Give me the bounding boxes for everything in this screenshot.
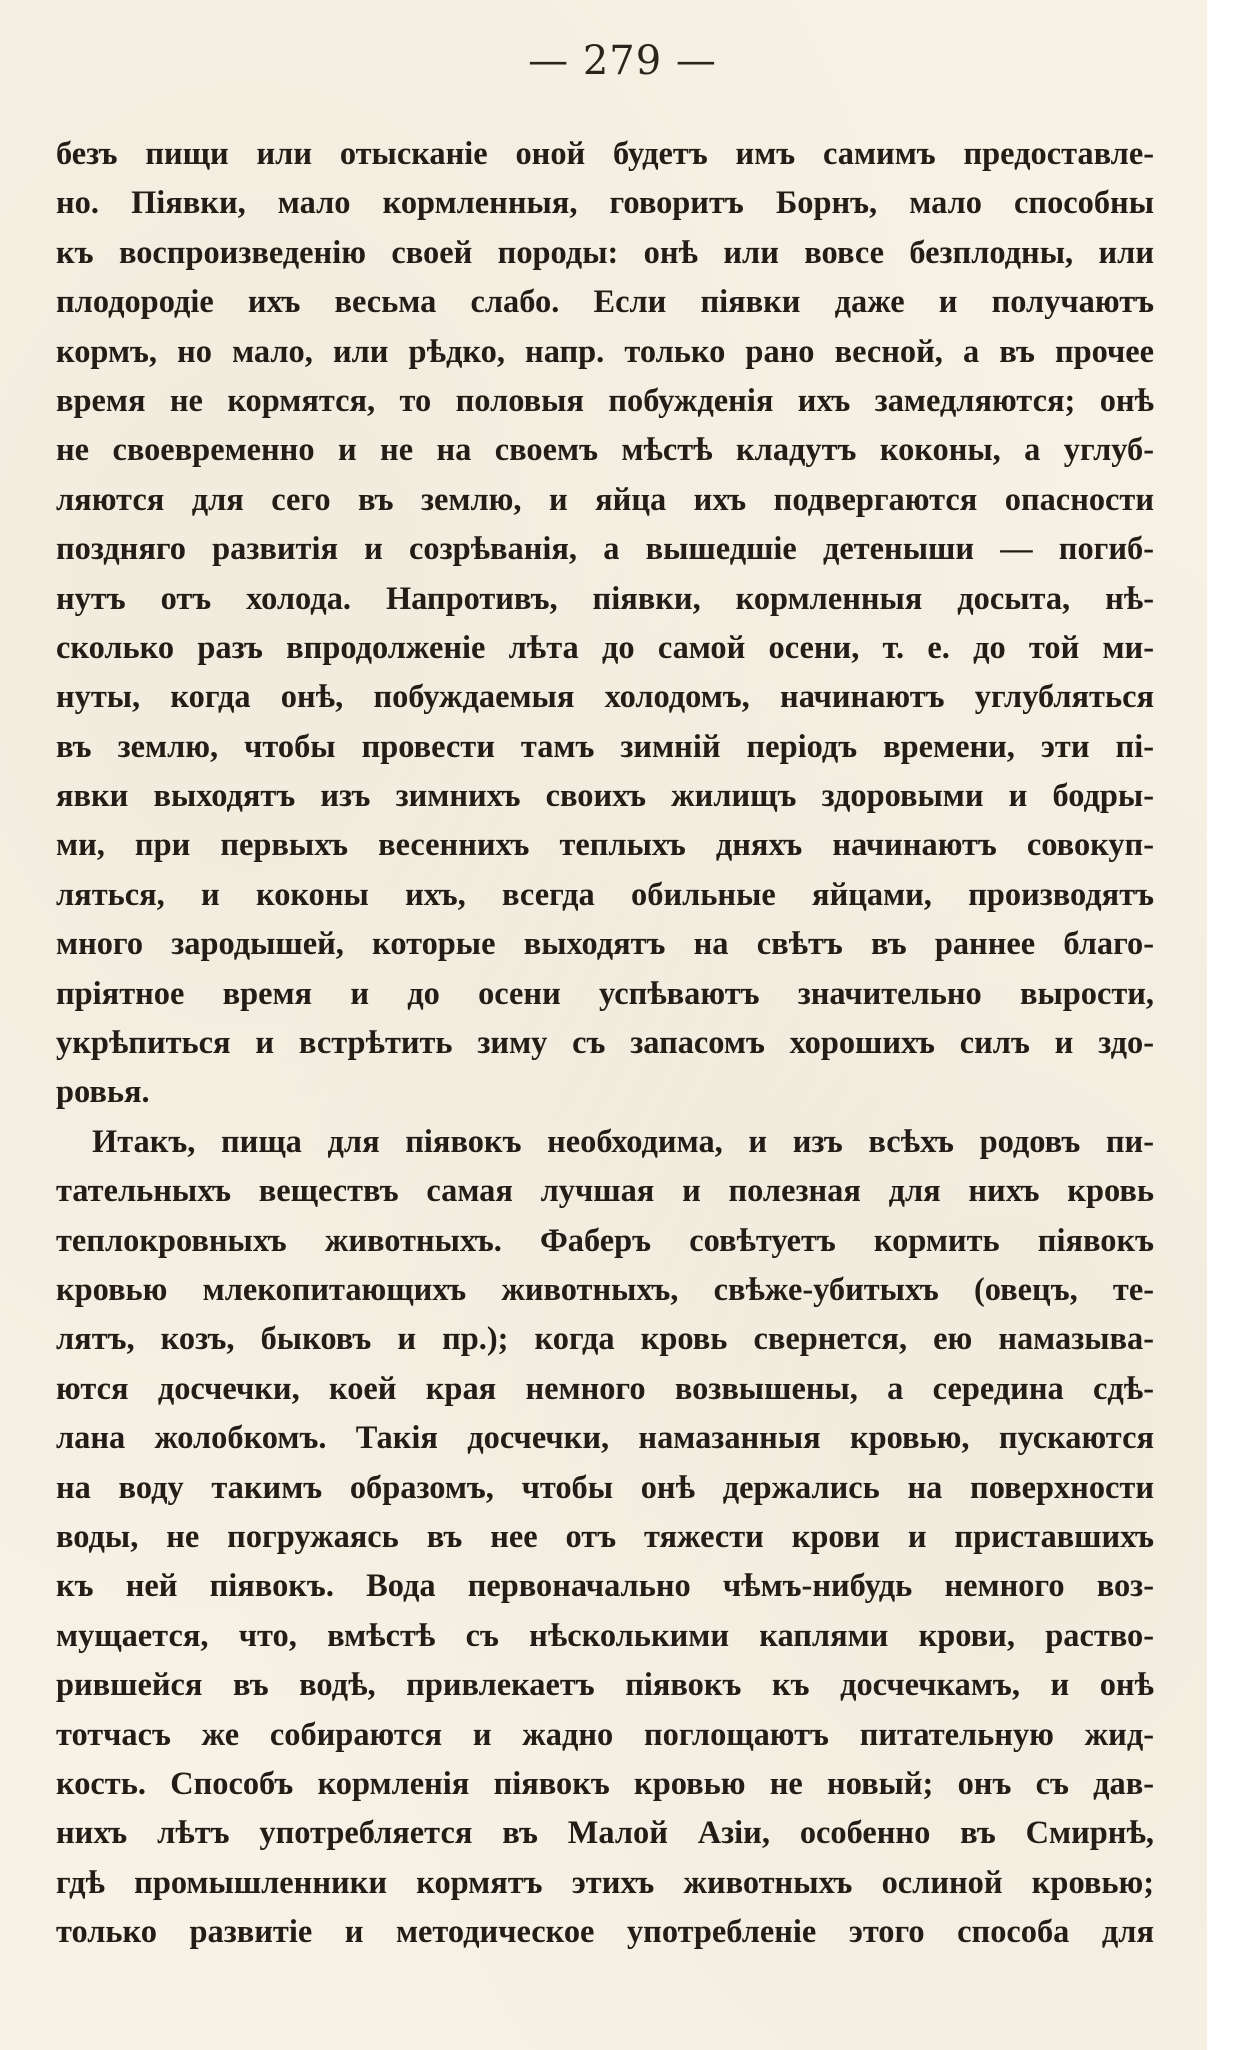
text-line: плодородіе ихъ весьма слабо. Если піявки даже и получаютъ bbox=[56, 284, 1154, 321]
text-line: ми, при первыхъ весеннихъ теплыхъ дняхъ начинаютъ совокуп- bbox=[56, 827, 1154, 864]
text-line: теплокровныхъ животныхъ. Фаберъ совѣтуетъ кормить піявокъ bbox=[56, 1222, 1154, 1259]
text-line: тотчасъ же собираются и жадно поглощаютъ питательную жид- bbox=[56, 1716, 1154, 1753]
text-line: нутъ отъ холода. Напротивъ, піявки, кормленныя досыта, нѣ- bbox=[56, 580, 1154, 617]
text-line: нихъ лѣтъ употребляется въ Малой Азіи, особенно въ Смирнѣ, bbox=[56, 1815, 1154, 1852]
text-line: поздняго развитія и созрѣванія, а вышедшіе детеныши — погиб- bbox=[56, 531, 1154, 568]
page-number: — 279 — bbox=[528, 38, 717, 84]
text-line: воды, не погружаясь въ нее отъ тяжести крови и приставшихъ bbox=[56, 1518, 1154, 1555]
text-line: нуты, когда онѣ, побуждаемыя холодомъ, начинаютъ углубляться bbox=[56, 679, 1154, 716]
body-text bbox=[56, 130, 1154, 1957]
text-line: на воду такимъ образомъ, чтобы онѣ держались на поверхности bbox=[56, 1469, 1154, 1506]
text-line: кормъ, но мало, или рѣдко, напр. только рано весной, а въ прочее bbox=[56, 333, 1154, 370]
text-line: безъ пищи или отысканіе оной будетъ имъ самимъ предоставле- bbox=[56, 136, 1154, 172]
text-line: укрѣпиться и встрѣтить зиму съ запасомъ хорошихъ силъ и здо- bbox=[56, 1025, 1154, 1062]
text-line: явки выходятъ изъ зимнихъ своихъ жилищъ здоровыми и бодры- bbox=[56, 778, 1154, 815]
text-line: не своевременно и не на своемъ мѣстѣ кладутъ коконы, а углуб- bbox=[56, 432, 1154, 469]
text-line: къ ней піявокъ. Вода первоначально чѣмъ-нибудь немного воз- bbox=[56, 1568, 1154, 1605]
text-line: лана жолобкомъ. Такія досчечки, намазанныя кровью, пускаются bbox=[56, 1420, 1154, 1457]
text-line: время не кормятся, то половыя побужденія ихъ замедляются; онѣ bbox=[56, 382, 1154, 419]
text-line: кость. Способъ кормленія піявокъ кровью не новый; онъ съ дав- bbox=[56, 1765, 1154, 1802]
text-line: мущается, что, вмѣстѣ съ нѣсколькими каплями крови, раство- bbox=[56, 1617, 1154, 1654]
text-line: ляться, и коконы ихъ, всегда обильные яйцами, производятъ bbox=[56, 876, 1154, 913]
text-line: сколько разъ впродолженіе лѣта до самой осени, т. е. до той ми- bbox=[56, 629, 1154, 666]
text-line: гдѣ промышленники кормятъ этихъ животныхъ ослиной кровью; bbox=[56, 1864, 1154, 1901]
text-line: пріятное время и до осени успѣваютъ значительно выроcти, bbox=[56, 975, 1154, 1012]
page-edge bbox=[1207, 0, 1245, 2050]
text-line: ровья. bbox=[56, 1074, 150, 1111]
text-line: много зародышей, которые выходятъ на свѣтъ въ раннее благо- bbox=[56, 926, 1154, 963]
text-line: въ землю, чтобы провести тамъ зимній періодъ времени, эти пі- bbox=[56, 728, 1154, 765]
text-line: тательныхъ веществъ самая лучшая и полезная для нихъ кровь bbox=[56, 1173, 1154, 1210]
text-line: только развитіе и методическое употребленіе этого способа для bbox=[56, 1914, 1154, 1951]
paragraph-1 bbox=[56, 130, 1154, 1118]
paragraph-2 bbox=[56, 1118, 1154, 1958]
text-line: рившейся въ водѣ, привлекаетъ піявокъ къ досчечкамъ, и онѣ bbox=[56, 1667, 1154, 1704]
text-line: Итакъ, пища для піявокъ необходима, и изъ всѣхъ родовъ пи- bbox=[92, 1123, 1154, 1160]
text-line: но. Піявки, мало кормленныя, говоритъ Борнъ, мало способны bbox=[56, 185, 1154, 222]
text-line: лятъ, козъ, быковъ и пр.); когда кровь свернется, ею намазыва- bbox=[56, 1321, 1154, 1358]
text-line: къ воспроизведенію своей породы: онѣ или вовсе безплодны, или bbox=[56, 234, 1154, 271]
text-line: ляются для сего въ землю, и яйца ихъ подвергаются опасности bbox=[56, 481, 1154, 518]
text-line: кровью млекопитающихъ животныхъ, свѣже-убитыхъ (овецъ, те- bbox=[56, 1271, 1154, 1308]
text-line: ются досчечки, коей края немного возвышены, а середина сдѣ- bbox=[56, 1370, 1154, 1407]
